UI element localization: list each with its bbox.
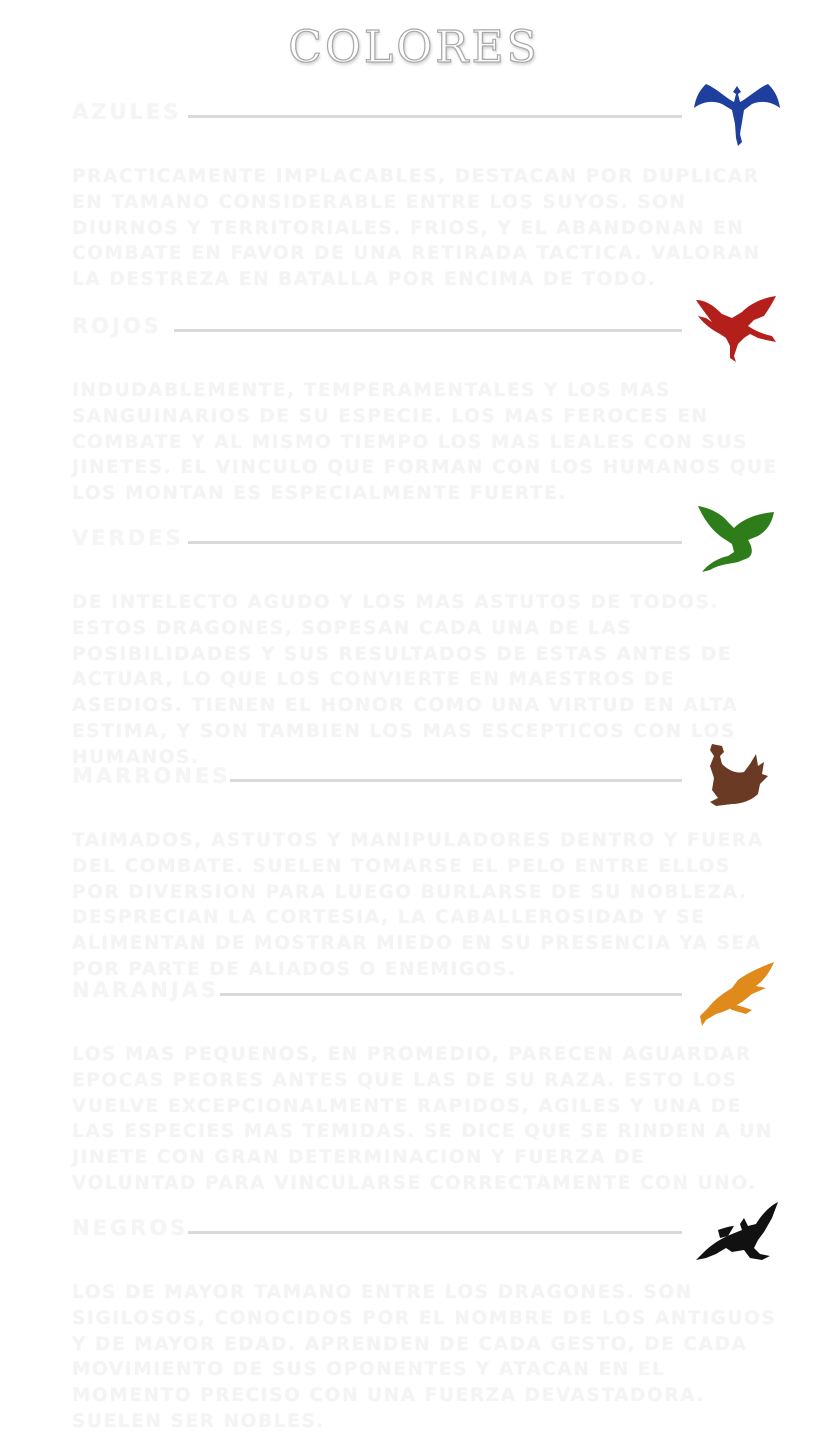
section-header — [0, 80, 828, 150]
section-header — [0, 744, 828, 814]
section-description: LOS MAS PEQUENOS, EN PROMEDIO, PARECEN AGUARDAR EPOCAS PEORES ANTES QUE LAS DE SU RAZA. ESTO LOS VUELVE EXCEPCIONALMENTE RAPIDOS, AGILES Y UNA DE LAS ESPECIES MAS TEMIDAS. SE DICE QUE SE RINDEN A UN JINETE CON GRAN DETERMINACION Y FUERZA DE VOLUNTAD PARA VINCULARSE CORRECTAMENTE CON UNO. — [72, 1044, 773, 1194]
section-description: DE INTELECTO AGUDO Y LOS MAS ASTUTOS DE TODOS. ESTOS DRAGONES, SOPESAN CADA UNA DE LAS POSIBILIDADES Y SUS RESULTADOS DE ESTAS ANTES DE ACTUAR, LO QUE LOS CONVIERTE EN MAESTROS DE ASEDIOS. TIENEN EL HONOR COMO UNA VIRTUD EN ALTA ESTIMA, Y SON TAMBIEN LOS MAS ESCEPTICOS CON LOS HUMANOS. — [72, 592, 739, 768]
section-naranjas — [0, 958, 828, 1194]
section-title: NEGROS — [72, 1216, 189, 1240]
section-divider — [188, 1231, 682, 1234]
section-divider — [230, 779, 682, 782]
section-azules — [0, 80, 828, 291]
section-header — [0, 958, 828, 1028]
section-rojos — [0, 294, 828, 505]
green-dragon-icon — [692, 506, 782, 578]
section-description: PRACTICAMENTE IMPLACABLES, DESTACAN POR DUPLICAR EN TAMANO CONSIDERABLE ENTRE LOS SUYOS. SON DIURNOS Y TERRITORIALES. FRIOS, Y EL ABANDONAN EN COMBATE EN FAVOR DE UNA RETIRADA TACTICA. VALORAN LA DESTREZA EN BATALLA POR ENCIMA DE TODO. — [72, 166, 761, 291]
section-title: AZULES — [72, 100, 182, 124]
section-header — [0, 294, 828, 364]
section-title: VERDES — [72, 526, 184, 550]
orange-dragon-icon — [692, 958, 782, 1030]
black-dragon-icon — [692, 1196, 782, 1268]
section-description: TAIMADOS, ASTUTOS Y MANIPULADORES DENTRO Y FUERA DEL COMBATE. SUELEN TOMARSE EL PELO ENTRE ELLOS POR DIVERSION PARA LUEGO BURLARSE DE SU NOBLEZA. DESPRECIAN LA CORTESIA, LA CABALLEROSIDAD Y SE ALIMENTAN DE MOSTRAR MIEDO EN SU PRESENCIA YA SEA POR PARTE DE ALIADOS O ENEMIGOS. — [72, 830, 764, 980]
page-title: COLORES — [288, 22, 540, 73]
section-header — [0, 506, 828, 576]
section-header — [0, 1196, 828, 1266]
section-description: LOS DE MAYOR TAMANO ENTRE LOS DRAGONES. SON SIGILOSOS, CONOCIDOS POR EL NOMBRE DE LOS ANTIGUOS Y DE MAYOR EDAD. APRENDEN DE CADA GESTO, DE CADA MOVIMIENTO DE SUS OPONENTES Y ATACAN EN EL MOMENTO PRECISO CON UNA FUERZA DEVASTADORA. SUELEN SER NOBLES. — [72, 1282, 777, 1432]
red-dragon-icon — [692, 294, 782, 366]
section-divider — [174, 329, 682, 332]
section-negros — [0, 1196, 828, 1432]
section-title: MARRONES — [72, 764, 231, 788]
blue-dragon-icon — [692, 80, 782, 152]
section-marrones — [0, 744, 828, 980]
section-verdes — [0, 506, 828, 768]
section-title: ROJOS — [72, 314, 162, 338]
section-divider — [188, 115, 682, 118]
brown-dragon-icon — [692, 744, 782, 816]
section-title: NARANJAS — [72, 978, 220, 1002]
section-divider — [220, 993, 682, 996]
section-description: INDUDABLEMENTE, TEMPERAMENTALES Y LOS MAS SANGUINARIOS DE SU ESPECIE. LOS MAS FEROCES EN COMBATE Y AL MISMO TIEMPO LOS MAS LEALES CON SUS JINETES. EL VINCULO QUE FORMAN CON LOS HUMANOS QUE LOS MONTAN ES ESPECIALMENTE FUERTE. — [72, 380, 778, 505]
section-divider — [188, 541, 682, 544]
